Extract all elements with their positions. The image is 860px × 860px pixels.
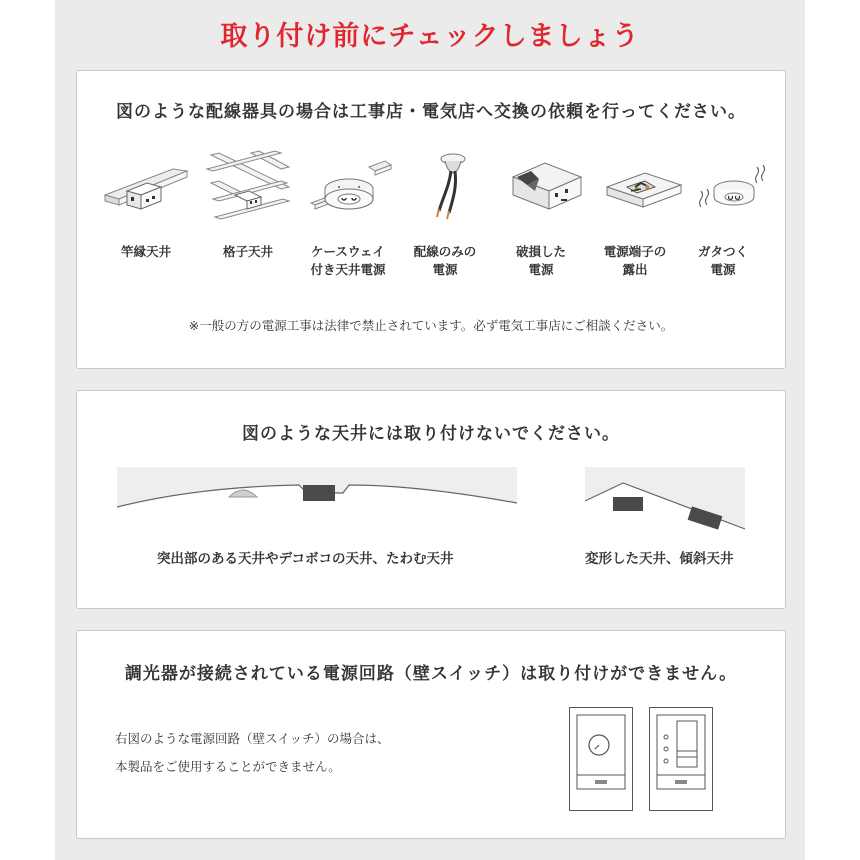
- dimmer-text-line-2: 本製品をご使用することができません。: [115, 759, 341, 774]
- caption-wiring-only: 配線のみの 電源: [413, 244, 477, 277]
- caseway-power-icon: [309, 147, 395, 227]
- legal-note: ※一般の方の電源工事は法律で禁止されています。必ず電気工事店にご相談ください。: [188, 318, 674, 333]
- dimmer-text-line-1: 右図のような電源回路（壁スイッチ）の場合は、: [115, 731, 390, 746]
- page-title: 取り付け前にチェックしましょう: [220, 21, 640, 52]
- multi-switch-illustration: [649, 707, 713, 811]
- dimmer-switch-illustration: [569, 707, 633, 811]
- damaged-power-icon: [505, 147, 591, 227]
- dimmer-circuit-panel: [76, 630, 786, 839]
- unsuitable-ceiling-panel: [76, 390, 786, 609]
- caption-loose: ガタつく 電源: [697, 244, 748, 277]
- wiring-fixtures-heading: 図のような配線器具の場合は工事店・電気店へ交換の依頼を行ってください。: [116, 102, 746, 122]
- sloped-ceiling-illustration: [585, 467, 745, 537]
- loose-power-icon: [691, 147, 777, 227]
- caption-damaged: 破損した 電源: [515, 244, 566, 277]
- uneven-ceiling-illustration: [117, 467, 517, 537]
- caption-lattice-ceiling: 格子天井: [222, 244, 273, 259]
- exposed-terminal-icon: [601, 147, 687, 227]
- dimmer-circuit-heading: 調光器が接続されている電源回路（壁スイッチ）は取り付けができません。: [124, 664, 738, 684]
- uneven-ceiling-caption: 突出部のある天井やデコボコの天井、たわむ天井: [157, 551, 454, 567]
- lattice-ceiling-icon: [205, 147, 291, 227]
- unsuitable-ceiling-heading: 図のような天井には取り付けないでください。: [242, 424, 620, 444]
- wiring-only-icon: [409, 147, 495, 227]
- caption-caseway: ケースウェイ 付き天井電源: [310, 244, 386, 277]
- sloped-ceiling-caption: 変形した天井、傾斜天井: [585, 551, 734, 567]
- rod-ceiling-icon: [103, 147, 189, 227]
- caption-exposed-terminal: 電源端子の 露出: [603, 244, 667, 277]
- wiring-fixtures-panel: [76, 70, 786, 369]
- caption-rod-ceiling: 竿縁天井: [120, 244, 171, 259]
